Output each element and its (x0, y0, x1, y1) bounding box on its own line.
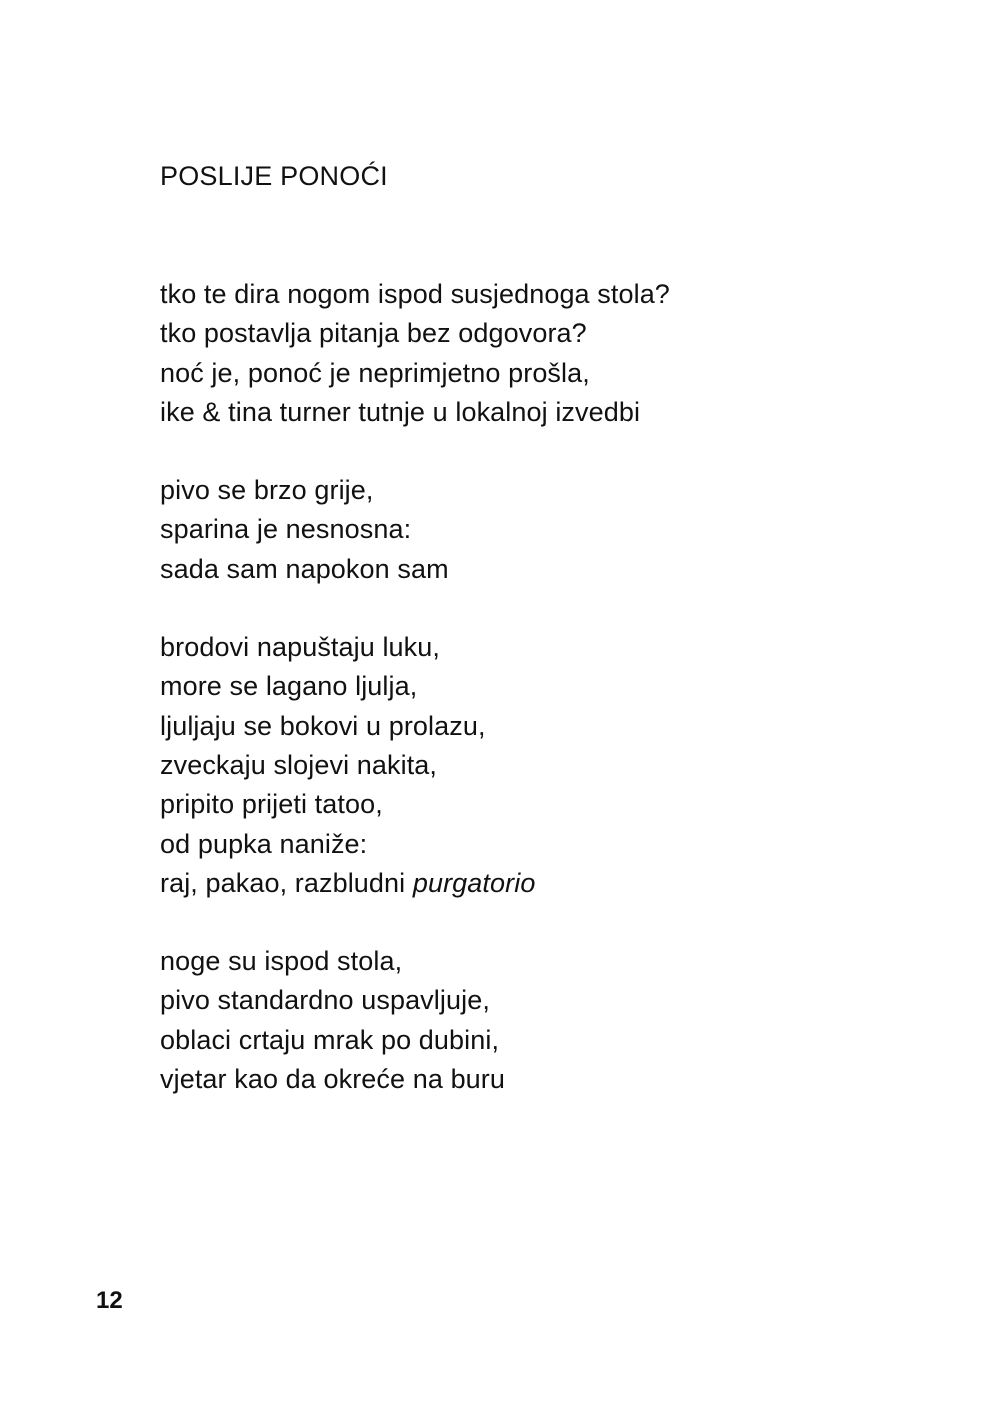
poem-line: ljuljaju se bokovi u prolazu, (160, 710, 486, 741)
poem-line: sada sam napokon sam (160, 553, 449, 584)
poem-line: oblaci crtaju mrak po dubini, (160, 1024, 500, 1055)
poem-line: tko postavlja pitanja bez odgovora? (160, 318, 587, 349)
stanza-4 (160, 942, 920, 1099)
poem-line: pripito prijeti tatoo, (160, 789, 383, 820)
poem-title: POSLIJE PONOĆI (160, 161, 388, 191)
stanza-3 (160, 628, 920, 903)
page-number: 12 (96, 1287, 123, 1314)
poem-line: od pupka naniže: (160, 828, 368, 859)
italic-word: purgatorio (412, 867, 536, 898)
poem-line: tko te dira nogom ispod susjednoga stola? (160, 279, 670, 309)
poem-line: noć je, ponoć je neprimjetno prošla, (160, 357, 590, 388)
poem-line: pivo se brzo grije, (160, 475, 374, 506)
poem-line: noge su ispod stola, (160, 946, 403, 977)
poem-line: ike & tina turner tutnje u lokalnoj izvedbi (160, 396, 641, 427)
poem-line: brodovi napuštaju luku, (160, 632, 440, 663)
poem-line: zveckaju slojevi nakita, (160, 749, 438, 780)
stanza-2 (160, 471, 920, 589)
poem-line-mixed (160, 864, 920, 903)
poem-line: pivo standardno uspavljuje, (160, 985, 490, 1016)
poem-line: vjetar kao da okreće na buru (160, 1064, 506, 1095)
poem-line-text: raj, pakao, razbludni (160, 867, 413, 898)
poem-body (160, 275, 920, 1138)
poem-line: sparina je nesnosna: (160, 514, 412, 545)
poem-line: more se lagano ljulja, (160, 671, 418, 702)
stanza-1 (160, 275, 920, 432)
